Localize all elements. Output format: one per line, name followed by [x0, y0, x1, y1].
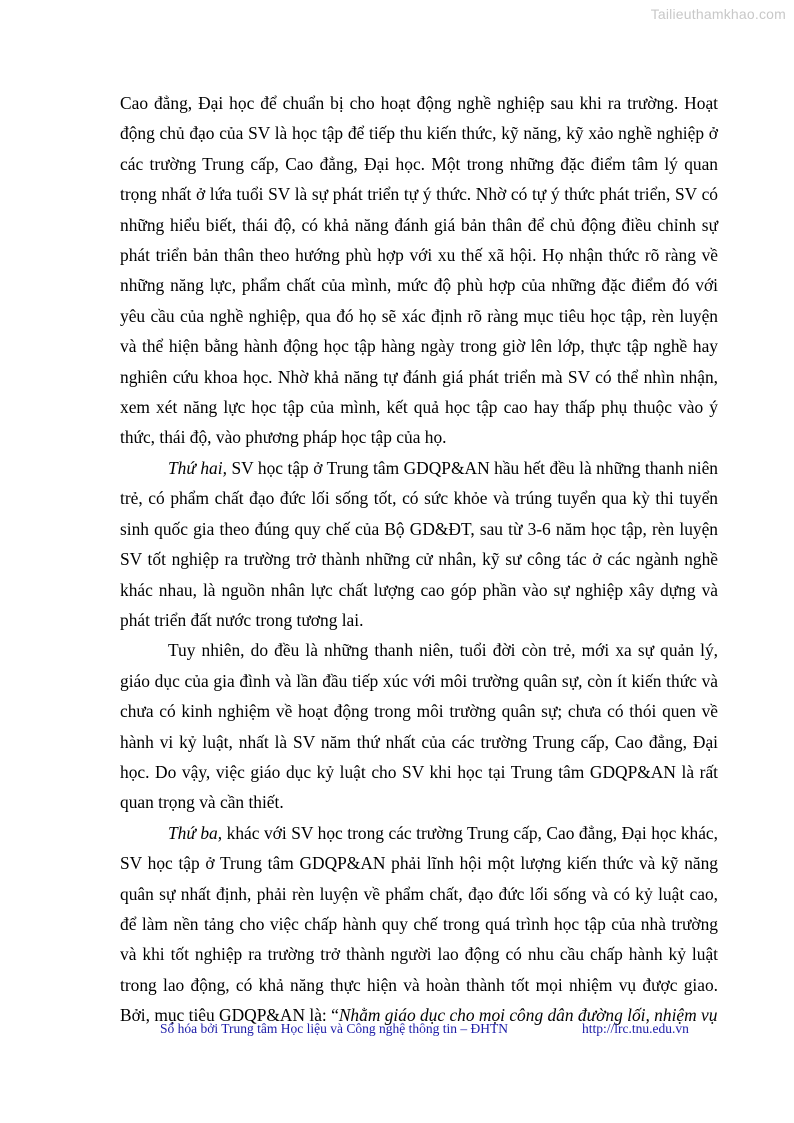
footer-source: Số hóa bởi Trung tâm Học liệu và Công nghệ thông tin – ĐHTN — [160, 1021, 509, 1036]
paragraph-2-text: SV học tập ở Trung tâm GDQP&AN hầu hết đều là những thanh niên trẻ, có phẩm chất đạo đức lối sống tốt, có sức khỏe và trúng tuyển qua kỳ thi tuyển sinh quốc gia theo đúng quy chế của Bộ GD&ĐT, sau từ 3-6 năm học tập, rèn luyện SV tốt nghiệp ra trường trở thành những cử nhân, kỹ sư công tác ở các ngành nghề khác nhau, là nguồn nhân lực chất lượng cao góp phần vào sự nghiệp xây dựng và phát triển đất nước trong tương lai. — [120, 457, 718, 630]
body-text — [120, 88, 718, 1031]
paragraph-3 — [120, 635, 718, 817]
watermark-text: Tailieuthamkhao.com — [650, 6, 786, 22]
paragraph-4 — [120, 818, 718, 1031]
paragraph-1 — [120, 88, 718, 453]
paragraph-1-text: Cao đẳng, Đại học để chuẩn bị cho hoạt động nghề nghiệp sau khi ra trường. Hoạt động chủ đạo của SV là học tập để tiếp thu kiến thức, kỹ năng, kỹ xảo nghề nghiệp ở các trường Trung cấp, Cao đẳng, Đại học. Một trong những đặc điểm tâm lý quan trọng nhất ở lứa tuổi SV là sự phát triển tự ý thức. Nhờ có tự ý thức phát triển, SV có những hiểu biết, thái độ, có khả năng đánh giá bản thân để chủ động điều chỉnh sự phát triển bản thân theo hướng phù hợp với xu thế xã hội. Họ nhận thức rõ ràng về những năng lực, phẩm chất của mình, mức độ phù hợp của những đặc điểm đó với yêu cầu của nghề nghiệp, qua đó họ sẽ xác định rõ ràng mục tiêu học tập, rèn luyện và thể hiện bằng hành động học tập hàng ngày trong giờ lên lớp, thực tập nghề hay nghiên cứu khoa học. Nhờ khả năng tự đánh giá phát triển mà SV có thể nhìn nhận, xem xét năng lực học tập của mình, kết quả học tập cao hay thấp phụ thuộc vào ý thức, thái độ, vào phương pháp học tập của họ. — [120, 93, 718, 448]
paragraph-2-lead: Thứ hai, — [168, 457, 227, 478]
footer-url[interactable]: http://lrc.tnu.edu.vn — [582, 1021, 689, 1036]
page-footer — [160, 1021, 720, 1037]
paragraph-4-text: khác với SV học trong các trường Trung cấp, Cao đẳng, Đại học khác, SV học tập ở Trung tâm GDQP&AN phải lĩnh hội một lượng kiến thức và kỹ năng quân sự nhất định, phải rèn luyện về phẩm chất, đạo đức lối sống và có kỷ luật cao, để làm nền tảng cho việc chấp hành quy chế trong quá trình học tập của nhà trường và khi tốt nghiệp ra trường trở thành người lao động có nhu cầu chấp hành kỷ luật trong lao động, có khả năng thực hiện và hoàn thành tốt mọi nhiệm vụ được giao. Bởi, mục tiêu GDQP&AN là: “ — [120, 822, 718, 1026]
paragraph-4-lead: Thứ ba, — [168, 822, 223, 843]
paragraph-4-quote: Nhằm giáo dục cho mọi công dân đường lối, nhiệm vụ — [338, 1005, 718, 1026]
paragraph-3-text: Tuy nhiên, do đều là những thanh niên, tuổi đời còn trẻ, mới xa sự quản lý, giáo dục của gia đình và lần đầu tiếp xúc với môi trường quân sự, còn ít kiến thức và chưa có kinh nghiệm về hoạt động trong môi trường quân sự; chưa có thói quen về hành vi kỷ luật, nhất là SV năm thứ nhất của các trường Trung cấp, Cao đẳng, Đại học. Do vậy, việc giáo dục kỷ luật cho SV khi học tại Trung tâm GDQP&AN là rất quan trọng và cần thiết. — [120, 640, 718, 813]
paragraph-2 — [120, 453, 718, 635]
